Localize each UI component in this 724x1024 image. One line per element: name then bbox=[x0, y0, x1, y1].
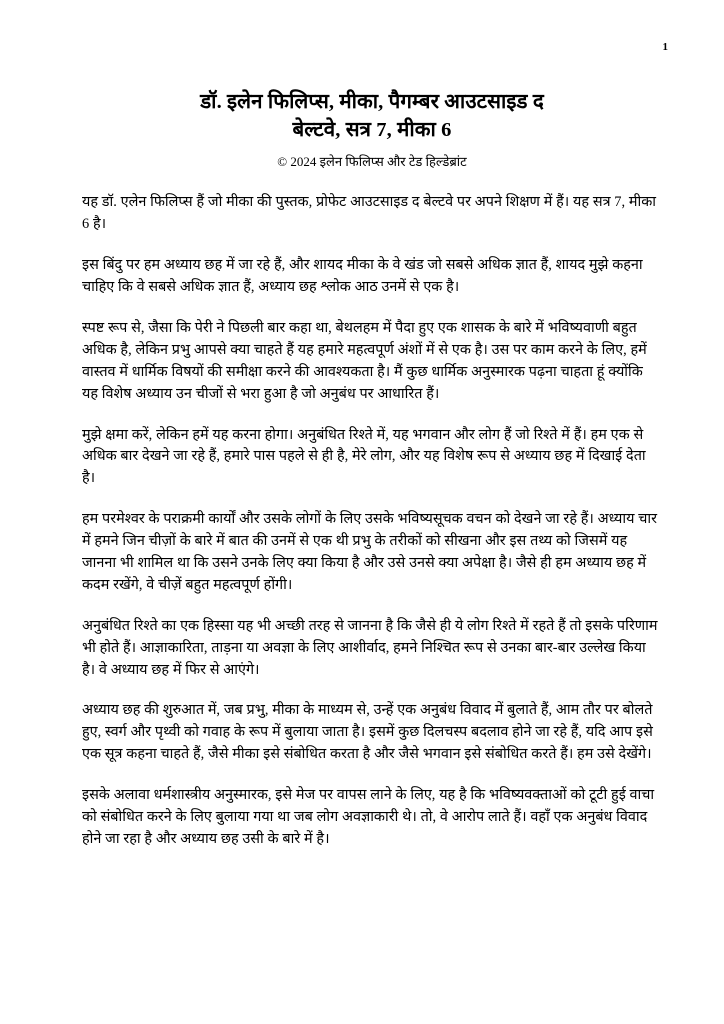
paragraph: स्पष्ट रूप से, जैसा कि पेरी ने पिछली बार कहा था, बेथलहम में पैदा हुए एक शासक के बारे में भविष्यवाणी बहुत अधिक है, लेकिन प्रभु आपसे क्या चाहते हैं यह हमारे महत्वपूर्ण अंशों में से एक है। उस पर काम करने के लिए, हमें वास्तव में धार्मिक विषयों की समीक्षा करने की आवश्यकता है। मैं कुछ धार्मिक अनुस्मारक पढ़ना चाहता हूं क्योंकि यह विशेष अध्याय उन चीजों से भरा हुआ है जो अनुबंध पर आधारित हैं। bbox=[82, 320, 647, 402]
paragraph: इसके अलावा धर्मशास्त्रीय अनुस्मारक, इसे मेज पर वापस लाने के लिए, यह है कि भविष्यवक्ताओं को टूटी हुई वाचा को संबोधित करने के लिए बुलाया गया था जब लोग अवज्ञाकारी थे। तो, वे आरोप लाते हैं। वहाँ एक अनुबंध विवाद होने जा रहा है और अध्याय छह उसी के बारे में है। bbox=[82, 787, 655, 847]
body-text bbox=[82, 192, 662, 850]
copyright-notice: © 2024 इलेन फिलिप्स और टेड हिल्डेब्रांट bbox=[277, 153, 467, 169]
paragraph: हम परमेश्वर के पराक्रमी कार्यों और उसके लोगों के लिए उसके भविष्यसूचक वचन को देखने जा रहे हैं। अध्याय चार में हमने जिन चीज़ों के बारे में बात की उनमें से एक थी प्रभु के तरीकों को सीखना और इस तथ्य को जिसमें यह जानना भी शामिल था कि उसने उनके लिए क्या किया है और उसे उनसे क्या अपेक्षा है। जैसे ही हम अध्याय छह में कदम रखेंगे, वे चीज़ें बहुत महत्वपूर्ण होंगी। bbox=[82, 511, 658, 593]
page-title-line-2: बेल्टवे, सत्र 7, मीका 6 bbox=[292, 119, 452, 142]
page-number: 1 bbox=[662, 41, 668, 53]
paragraph: अध्याय छह की शुरुआत में, जब प्रभु, मीका के माध्यम से, उन्हें एक अनुबंध विवाद में बुलाते हैं, आम तौर पर बोलते हुए, स्वर्ग और पृथ्वी को गवाह के रूप में बुलाया जाता है। इसमें कुछ दिलचस्प बदलाव होने जा रहे हैं, यदि आप इसे एक सूत्र कहना चाहते हैं, जैसे मीका इसे संबोधित करता है और जैसे भगवान इसे संबोधित करते हैं। हम उसे देखेंगे। bbox=[82, 702, 653, 763]
page-title bbox=[82, 88, 662, 145]
paragraph: मुझे क्षमा करें, लेकिन हमें यह करना होगा। अनुबंधित रिश्ते में, यह भगवान और लोग हैं जो रिश्ते में हैं। हम एक से अधिक बार देखने जा रहे हैं, हमारे पास पहले से ही है, मेरे लोग, और यह विशेष रूप से अध्याय छह में दिखाई देता है। bbox=[82, 426, 646, 487]
page-title-line-1: डॉ. इलेन फिलिप्स, मीका, पैगम्बर आउटसाइड द bbox=[200, 91, 544, 113]
paragraph: यह डॉ. एलेन फिलिप्स हैं जो मीका की पुस्तक, प्रोफेट आउटसाइड द बेल्टवे पर अपने शिक्षण में हैं। यह सत्र 7, मीका 6 है। bbox=[82, 194, 657, 233]
paragraph: इस बिंदु पर हम अध्याय छह में जा रहे हैं, और शायद मीका के वे खंड जो सबसे अधिक ज्ञात हैं, शायद मुझे कहना चाहिए कि वे सबसे अधिक ज्ञात हैं, अध्याय छह श्लोक आठ उनमें से एक है। bbox=[82, 257, 643, 296]
paragraph: अनुबंधित रिश्ते का एक हिस्सा यह भी अच्छी तरह से जानना है कि जैसे ही ये लोग रिश्ते में रहते हैं तो इसके परिणाम भी होते हैं। आज्ञाकारिता, ताड़ना या अवज्ञा के लिए आशीर्वाद, हमने निश्चित रूप से उनका बार-बार उल्लेख किया है। वे अध्याय छह में फिर से आएंगे। bbox=[82, 617, 658, 678]
